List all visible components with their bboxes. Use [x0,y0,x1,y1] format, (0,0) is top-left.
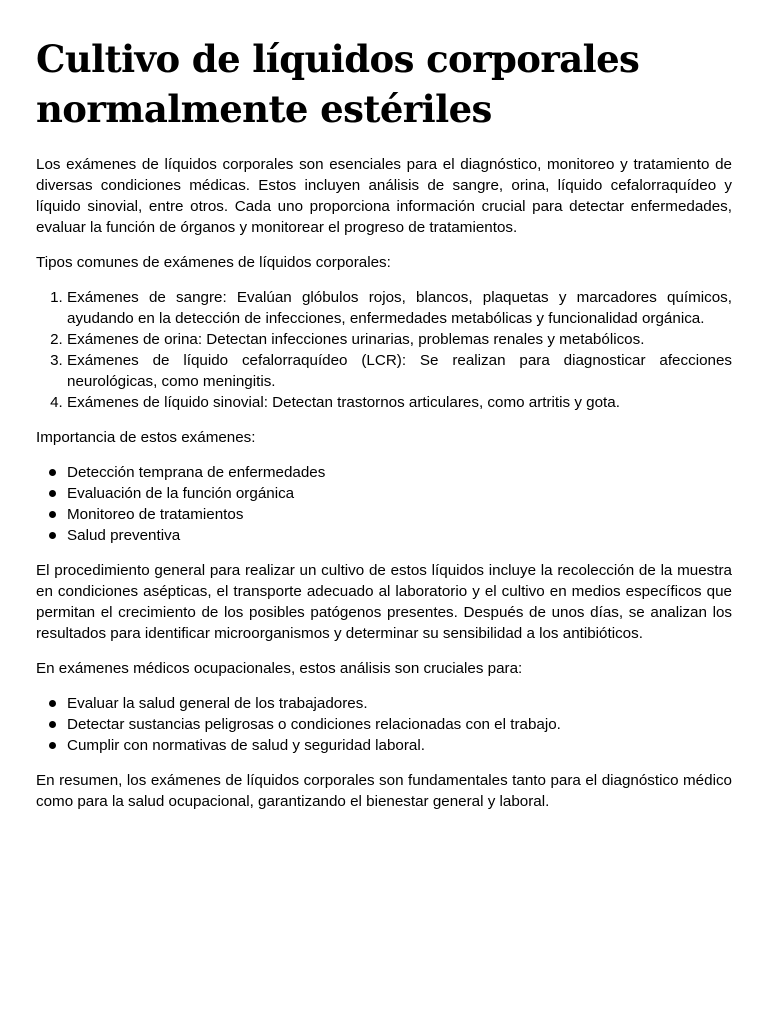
list-item [67,525,732,546]
list-item: 1. Exámenes de sangre: Evalúan glóbulos rojos, blancos, plaquetas y marcadores químicos, ayudando en la detección de infecciones, enfermedades metabólicas y funcionalidad orgánica. [67,287,732,329]
page-title: Cultivo de líquidos corporales normalmente estériles [36,37,640,131]
bullet-icon [49,469,56,476]
occupational-list [36,693,732,756]
bullet-icon [49,511,56,518]
list-item-text: Cumplir con normativas de salud y seguridad laboral. [67,737,425,754]
types-heading: Tipos comunes de exámenes de líquidos corporales: [36,254,391,271]
list-item: 4. Exámenes de líquido sinovial: Detectan trastornos articulares, como artritis y gota. [67,392,732,413]
list-item-text: Detección temprana de enfermedades [67,464,326,481]
list-item [67,462,732,483]
bullet-icon [49,700,56,707]
list-item-text: Monitoreo de tratamientos [67,506,244,523]
list-item [67,714,732,735]
list-item-text: Evaluación de la función orgánica [67,485,295,502]
intro-paragraph: Los exámenes de líquidos corporales son esenciales para el diagnóstico, monitoreo y tratamiento de diversas condiciones médicas. Estos incluyen análisis de sangre, orina, líquido cefalorraquídeo y líquido sinovial, entre otros. Cada uno proporciona información crucial para detectar enfermedades, evaluar la función de órganos y monitorear el progreso de tratamientos. [36,156,732,236]
list-item: 3. Exámenes de líquido cefalorraquídeo (LCR): Se realizan para diagnosticar afecciones neurológicas, como meningitis. [67,350,732,392]
procedure-paragraph: El procedimiento general para realizar un cultivo de estos líquidos incluye la recolección de la muestra en condiciones asépticas, el transporte adecuado al laboratorio y el cultivo en medios específicos que permitan el crecimiento de los posibles patógenos presentes. Después de unos días, se analizan los resultados para identificar microorganismos y determinar su sensibilidad a los antibióticos. [36,562,732,642]
types-list [36,287,732,413]
importance-list [36,462,732,546]
list-item-text: Salud preventiva [67,527,181,544]
list-item-text: Evaluar la salud general de los trabajadores. [67,695,368,712]
document-page [36,34,732,826]
bullet-icon [49,721,56,728]
summary-paragraph: En resumen, los exámenes de líquidos corporales son fundamentales tanto para el diagnóstico médico como para la salud ocupacional, garantizando el bienestar general y laboral. [36,772,732,810]
list-item [67,693,732,714]
bullet-icon [49,532,56,539]
list-item: 2. Exámenes de orina: Detectan infecciones urinarias, problemas renales y metabólicos. [67,329,732,350]
importance-heading: Importancia de estos exámenes: [36,429,256,446]
list-item [67,504,732,525]
bullet-icon [49,490,56,497]
list-item [67,735,732,756]
list-item-text: Detectar sustancias peligrosas o condiciones relacionadas con el trabajo. [67,716,561,733]
occupational-heading: En exámenes médicos ocupacionales, estos análisis son cruciales para: [36,660,523,677]
list-item [67,483,732,504]
bullet-icon [49,742,56,749]
